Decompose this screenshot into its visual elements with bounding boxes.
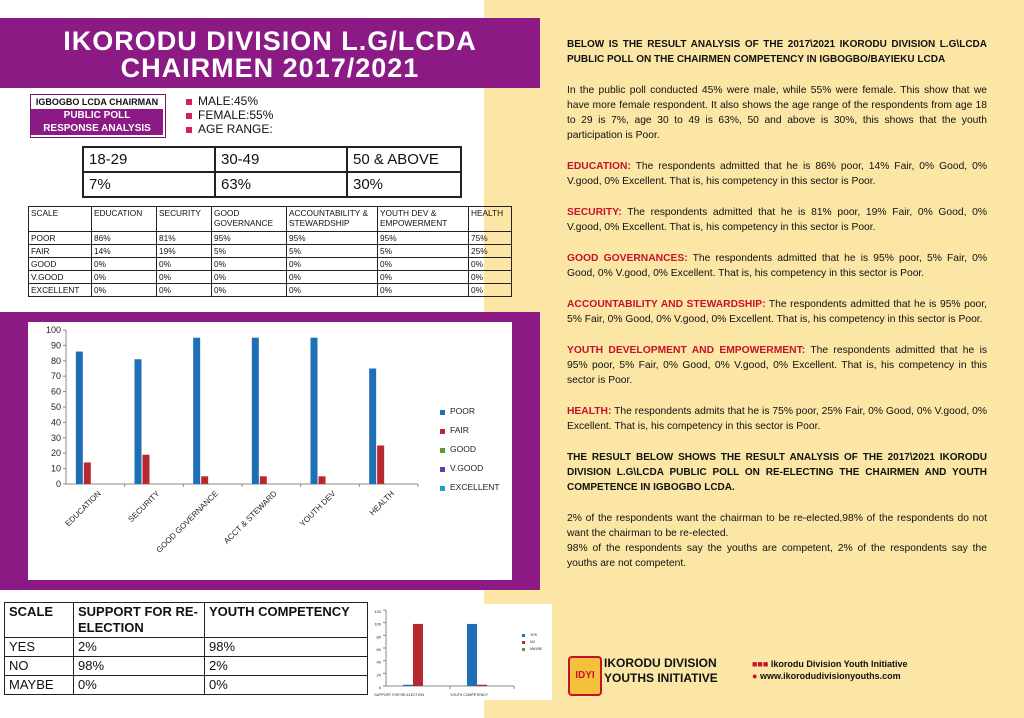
stat-male: MALE:45% — [186, 94, 258, 109]
x-tick-label: HEALTH — [367, 489, 397, 518]
section-paragraph — [567, 205, 987, 235]
legend-swatch — [522, 634, 525, 637]
legend-swatch — [440, 467, 445, 472]
x-tick-label: YOUTH DEV — [298, 489, 338, 529]
bar-fair — [377, 446, 384, 485]
y-tick-label: 80 — [376, 634, 381, 640]
legend-swatch — [522, 648, 525, 651]
table-header-row — [5, 603, 368, 638]
y-tick-label: 70 — [50, 371, 61, 382]
age-header: 50 & ABOVE — [347, 147, 461, 172]
x-tick-label: GOOD GOVERNANCE — [154, 489, 221, 555]
legend-label: GOOD — [450, 444, 476, 454]
y-tick-label: 0 — [55, 479, 61, 489]
table-cell: EXCELLENT — [29, 284, 92, 297]
table-cell: 95% — [287, 232, 378, 245]
legend-swatch — [440, 410, 445, 415]
bar-poor — [311, 338, 318, 484]
section-paragraph — [567, 251, 987, 281]
section-text: The respondents admitted that he is 95% poor, 5% Fair, 0% Good, 0% V.good, 0% Excellent. That is, his competency in this sector is Poor. — [567, 253, 987, 279]
age-value: 30% — [347, 172, 461, 197]
table-row — [5, 657, 368, 676]
org-contacts — [752, 658, 982, 682]
table-cell: FAIR — [29, 245, 92, 258]
table-cell: 0% — [157, 284, 212, 297]
y-tick-label: 60 — [376, 647, 381, 652]
table-cell: 19% — [157, 245, 212, 258]
section-paragraph — [567, 159, 987, 189]
age-value-row — [83, 172, 461, 197]
website-text[interactable]: www.ikorodudivisionyouths.com — [759, 671, 901, 681]
page-title — [20, 28, 520, 82]
y-tick-label: 100 — [374, 621, 381, 627]
scale-header: YOUTH DEV & EMPOWERMENT — [378, 207, 469, 232]
x-tick-label: ACCT & STEWARD — [222, 489, 279, 546]
scale-header: EDUCATION — [92, 207, 157, 232]
y-tick-label: 120 — [374, 609, 381, 614]
table-cell: V.GOOD — [29, 271, 92, 284]
y-tick-label: 30 — [50, 432, 61, 443]
logo-text: IDYI — [575, 670, 595, 681]
table-row — [5, 638, 368, 657]
table-header: SUPPORT FOR RE-ELECTION — [74, 603, 205, 638]
stat-age: AGE RANGE: — [186, 122, 273, 137]
section-label: EDUCATION: — [567, 161, 631, 172]
table-row — [29, 258, 512, 271]
legend-swatch — [522, 641, 525, 644]
bullet-icon — [186, 99, 192, 105]
table-cell: MAYBE — [5, 676, 74, 695]
table-cell: POOR — [29, 232, 92, 245]
table-cell: 0% — [378, 271, 469, 284]
table-cell: YES — [5, 638, 74, 657]
legend-label: FAIR — [450, 425, 469, 435]
main-chart-area — [28, 322, 512, 580]
table-cell: 2% — [205, 657, 368, 676]
x-tick-label: EDUCATION — [63, 489, 103, 529]
closing-paragraph-2: 98% of the respondents say the youths are competent, 2% of the respondents say the youths are not competent. — [567, 543, 987, 569]
section-label: HEALTH: — [567, 406, 612, 417]
analysis-text — [567, 37, 987, 571]
org-name — [604, 656, 718, 686]
bar-poor — [135, 359, 142, 484]
section-label: SECURITY: — [567, 207, 622, 218]
table-cell: 0% — [212, 271, 287, 284]
table-cell: 0% — [212, 258, 287, 271]
x-tick-label: YOUTH COMPETENCY — [450, 693, 488, 697]
table-header: SCALE — [5, 603, 74, 638]
bullet-icon — [186, 113, 192, 119]
y-tick-label: 90 — [50, 340, 61, 351]
analysis-heading: BELOW IS THE RESULT ANALYSIS OF THE 2017\2021 IKORODU DIVISION L.G\LCDA PUBLIC POLL ON THE CHAIRMEN COMPETENCY IN IGBOGBO/BAYIEKU LCDA — [567, 39, 987, 65]
legend-label: MAYBE — [530, 647, 542, 651]
badge-title: IGBOGBO LCDA CHAIRMAN — [35, 97, 159, 107]
table-cell: 0% — [92, 271, 157, 284]
table-cell: 0% — [287, 258, 378, 271]
badge-line-2: RESPONSE ANALYSIS — [43, 123, 151, 134]
table-cell: 25% — [469, 245, 512, 258]
reelection-chart-area — [372, 604, 552, 700]
table-cell: 0% — [378, 258, 469, 271]
age-table — [82, 146, 462, 198]
analysis-heading-2: THE RESULT BELOW SHOWS THE RESULT ANALYSIS OF THE 2017\2021 IKORODU DIVISION L.G\LCDA PUBLIC POLL ON RE-ELECTING THE CHAIRMEN AND YOUTH COMPETENCE IN IGBOGBO LCDA. — [567, 452, 987, 493]
y-tick-label: 40 — [376, 659, 381, 665]
table-cell: 0% — [205, 676, 368, 695]
table-cell: 5% — [378, 245, 469, 258]
table-cell: 0% — [157, 258, 212, 271]
table-cell: 0% — [469, 271, 512, 284]
table-cell: 0% — [92, 258, 157, 271]
table-cell: 0% — [469, 284, 512, 297]
table-cell: 0% — [212, 284, 287, 297]
table-cell: 0% — [287, 271, 378, 284]
social-text: Ikorodu Division Youth Initiative — [770, 659, 908, 669]
y-tick-label: 50 — [50, 402, 61, 412]
table-cell: 86% — [92, 232, 157, 245]
legend-label: NO — [530, 640, 536, 644]
bar-poor — [76, 352, 83, 484]
table-header: YOUTH COMPETENCY — [205, 603, 368, 638]
bar-fair — [84, 462, 91, 484]
table-cell: 14% — [92, 245, 157, 258]
bar-poor — [369, 369, 376, 485]
globe-icon: ● — [752, 671, 758, 681]
y-tick-label: 10 — [50, 463, 61, 474]
section-text: The respondents admitted that he is 81% poor, 19% Fair, 0% Good, 0% V.good, 0% Excellent. That is, his competency in this sector is Poor. — [567, 207, 987, 233]
legend-swatch — [440, 429, 445, 434]
table-cell: GOOD — [29, 258, 92, 271]
scale-table — [28, 206, 512, 297]
x-tick-label: SUPPORT FOR RE-ELECTION — [374, 693, 424, 697]
bar-fair — [201, 476, 208, 484]
table-cell: 0% — [157, 271, 212, 284]
reelection-table — [4, 602, 368, 695]
section-paragraph — [567, 297, 987, 327]
social-handle — [752, 658, 982, 670]
table-cell: 81% — [157, 232, 212, 245]
closing-paragraph-1: 2% of the respondents want the chairman to be re-elected,98% of the respondents do not want the chairman to be re-elected. — [567, 513, 987, 539]
scale-header: SCALE — [29, 207, 92, 232]
org-logo-block — [568, 654, 748, 696]
x-tick-label: SECURITY — [126, 489, 162, 525]
table-row — [29, 284, 512, 297]
age-value: 7% — [83, 172, 215, 197]
age-value: 63% — [215, 172, 347, 197]
table-cell: 98% — [74, 657, 205, 676]
website — [752, 670, 982, 682]
badge-line-1: PUBLIC POLL — [63, 110, 131, 121]
main-bar-chart — [28, 322, 512, 580]
section-label: YOUTH DEVELOPMENT AND EMPOWERMENT: — [567, 345, 806, 356]
section-label: GOOD GOVERNANCES: — [567, 253, 688, 264]
table-cell: 0% — [74, 676, 205, 695]
table-cell: 5% — [212, 245, 287, 258]
y-tick-label: 20 — [50, 448, 61, 459]
social-icons: ■■■ — [752, 659, 769, 669]
title-line-2: CHAIRMEN 2017/2021 — [120, 53, 420, 83]
scale-header: SECURITY — [157, 207, 212, 232]
intro-paragraph: In the public poll conducted 45% were male, while 55% were female. This show that we have more female respondent. It also shows the age range of the respondents from age 18 to 29 is 7%, age 30 to 49 is 63%, 50 and above is 30%, this shows that the youth participation is Poor. — [567, 85, 987, 141]
table-cell: 0% — [92, 284, 157, 297]
section-text: The respondents admitted that he is 95% poor, 5% Fair, 0% Good, 0% V.good, 0% Excellent. That is, his competency in this sector is Poor. — [567, 299, 987, 325]
table-cell: 5% — [287, 245, 378, 258]
table-row — [29, 271, 512, 284]
org-name-line-1: IKORODU DIVISION — [604, 656, 717, 670]
stat-female: FEMALE:55% — [186, 108, 273, 123]
legend-label: POOR — [450, 406, 476, 416]
org-name-line-2: YOUTHS INITIATIVE — [604, 671, 718, 685]
section-label: ACCOUNTABILITY AND STEWARDSHIP: — [567, 299, 766, 310]
y-tick-label: 0 — [378, 685, 381, 690]
section-paragraph — [567, 404, 987, 434]
table-cell: 95% — [212, 232, 287, 245]
bar-fair — [143, 455, 150, 484]
table-row — [29, 245, 512, 258]
scale-header: HEALTH — [469, 207, 512, 232]
bar-no — [477, 685, 487, 686]
section-text: The respondents admitted that he is 86% poor, 14% Fair, 0% Good, 0% V.good, 0% Excellent. That is, his competency in this sector is Poor. — [567, 161, 987, 187]
y-tick-label: 100 — [45, 325, 61, 335]
table-cell: 98% — [205, 638, 368, 657]
scale-header-row — [29, 207, 512, 232]
legend-swatch — [440, 486, 445, 491]
table-cell: 0% — [378, 284, 469, 297]
title-line-1: IKORODU DIVISION L.G/LCDA — [63, 26, 477, 56]
section-paragraph — [567, 343, 987, 388]
scale-header: ACCOUNTABILITY & STEWARDSHIP — [287, 207, 378, 232]
y-tick-label: 40 — [50, 417, 61, 428]
section-text: The respondents admitted that he is 95% poor, 5% Fair, 0% Good, 0% V.good, 0% Excellent. That is, his competency in this sector is Poor. — [567, 345, 987, 386]
y-tick-label: 60 — [50, 386, 61, 397]
section-text: The respondents admits that he is 75% poor, 25% Fair, 0% Good, 0% V.good, 0% Excellent. That is, his competency in this sector is Poor. — [567, 406, 987, 432]
y-tick-label: 80 — [50, 355, 61, 366]
table-cell: 0% — [469, 258, 512, 271]
scale-header: GOOD GOVERNANCE — [212, 207, 287, 232]
table-row — [5, 676, 368, 695]
reelection-bar-chart — [372, 604, 552, 700]
table-row — [29, 232, 512, 245]
legend-label: V.GOOD — [450, 463, 484, 473]
bullet-icon — [186, 127, 192, 133]
table-cell: NO — [5, 657, 74, 676]
org-logo-icon — [568, 656, 602, 696]
legend-label: YES — [530, 633, 538, 637]
table-cell: 75% — [469, 232, 512, 245]
bar-fair — [260, 476, 267, 484]
legend-label: EXCELLENT — [450, 482, 500, 492]
badge-subtitle — [31, 109, 163, 135]
bar-poor — [252, 338, 259, 484]
bar-yes — [403, 685, 413, 686]
bar-fair — [319, 476, 326, 484]
age-header: 30-49 — [215, 147, 347, 172]
bar-no — [413, 624, 423, 686]
bar-yes — [467, 624, 477, 686]
age-header-row — [83, 147, 461, 172]
table-cell: 95% — [378, 232, 469, 245]
bar-poor — [193, 338, 200, 484]
table-cell: 2% — [74, 638, 205, 657]
y-tick-label: 20 — [376, 672, 381, 678]
age-header: 18-29 — [83, 147, 215, 172]
legend-swatch — [440, 448, 445, 453]
table-cell: 0% — [287, 284, 378, 297]
